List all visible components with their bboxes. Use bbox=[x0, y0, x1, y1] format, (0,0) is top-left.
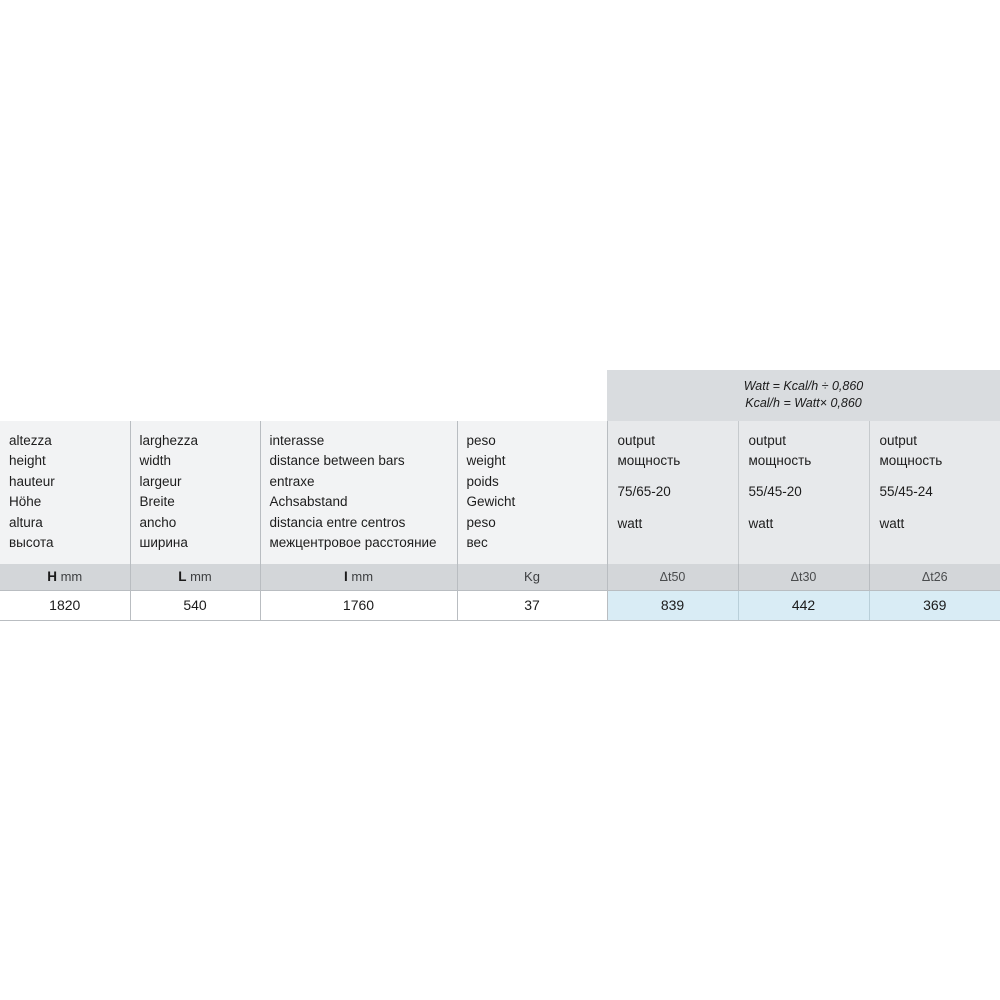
interaxis-label-en: distance between bars bbox=[269, 453, 405, 469]
weight-descriptions bbox=[457, 421, 607, 564]
table-row bbox=[0, 590, 1000, 620]
width-label-it: larghezza bbox=[139, 432, 199, 448]
output3-gap2 bbox=[880, 503, 993, 514]
output2-gap2 bbox=[749, 503, 861, 514]
specification-table bbox=[0, 370, 1000, 621]
output1-gap bbox=[618, 471, 730, 482]
width-unit-suffix: mm bbox=[190, 568, 212, 584]
weight-unit-suffix: Kg bbox=[524, 568, 540, 584]
output1-unit: watt bbox=[617, 515, 643, 531]
interaxis-label-de: Achsabstand bbox=[269, 494, 348, 510]
output2-delta-label: Δt30 bbox=[790, 569, 817, 584]
weight-unit bbox=[457, 564, 607, 591]
output3-label-ru: мощность bbox=[879, 453, 943, 468]
interaxis-unit-symbol: I bbox=[343, 568, 348, 584]
output2-regime: 55/45-20 bbox=[748, 484, 802, 500]
weight-label-en: weight bbox=[466, 453, 506, 469]
output2-delta bbox=[738, 564, 869, 591]
output3-regime: 55/45-24 bbox=[879, 484, 933, 500]
width-unit-symbol: L bbox=[178, 568, 187, 584]
height-unit-symbol: H bbox=[47, 568, 57, 584]
output3-label-en: output bbox=[879, 432, 918, 448]
interaxis-label-es: distancia entre centros bbox=[269, 514, 406, 530]
height-label-de: Höhe bbox=[9, 494, 42, 510]
output1-delta bbox=[607, 564, 738, 591]
width-value: 540 bbox=[130, 590, 260, 620]
output2-gap bbox=[749, 471, 861, 482]
weight-label-es: peso bbox=[466, 514, 496, 530]
output1-regime: 75/65-20 bbox=[617, 484, 671, 500]
output2-unit: watt bbox=[748, 515, 774, 531]
width-label-de: Breite bbox=[139, 494, 175, 510]
width-label-es: ancho bbox=[139, 514, 177, 530]
output1-delta-label: Δt50 bbox=[659, 569, 686, 584]
interaxis-unit bbox=[260, 564, 457, 591]
height-label-it: altezza bbox=[9, 432, 52, 448]
conversion-note bbox=[607, 370, 1000, 421]
height-unit-suffix: mm bbox=[60, 568, 83, 584]
note-line-watt: Watt = Kcal/h ÷ 0,860 bbox=[743, 379, 864, 393]
width-unit bbox=[130, 564, 260, 591]
output2-label-ru: мощность bbox=[748, 453, 812, 468]
width-label-ru: ширина bbox=[139, 535, 188, 551]
conversion-note-row bbox=[0, 370, 1000, 421]
width-descriptions bbox=[130, 421, 260, 564]
height-value: 1820 bbox=[0, 590, 130, 620]
interaxis-value: 1760 bbox=[260, 590, 457, 620]
interaxis-unit-suffix: mm bbox=[351, 568, 374, 584]
weight-label-it: peso bbox=[466, 432, 496, 448]
output1-label-en: output bbox=[617, 432, 656, 448]
height-unit bbox=[0, 564, 130, 591]
weight-label-ru: вес bbox=[466, 535, 488, 551]
interaxis-label-ru: межцентровое расстояние bbox=[269, 535, 437, 551]
note-line-kcal: Kcal/h = Watt× 0,860 bbox=[745, 395, 862, 410]
output3-delta bbox=[869, 564, 1000, 591]
output2-value: 442 bbox=[738, 590, 869, 620]
weight-label-fr: poids bbox=[466, 473, 499, 489]
note-spacer bbox=[0, 370, 607, 421]
output3-delta-label: Δt26 bbox=[921, 569, 948, 584]
interaxis-label-fr: entraxe bbox=[269, 473, 315, 489]
height-label-es: altura bbox=[9, 514, 43, 530]
output1-label-ru: мощность bbox=[617, 453, 681, 468]
output2-descriptions bbox=[738, 421, 869, 564]
height-label-fr: hauteur bbox=[9, 473, 55, 489]
weight-value: 37 bbox=[457, 590, 607, 620]
output3-unit: watt bbox=[879, 515, 905, 531]
height-descriptions bbox=[0, 421, 130, 564]
weight-label-de: Gewicht bbox=[466, 494, 516, 510]
output3-gap bbox=[880, 471, 993, 482]
width-label-en: width bbox=[139, 453, 172, 469]
output3-value: 369 bbox=[869, 590, 1000, 620]
output1-descriptions bbox=[607, 421, 738, 564]
interaxis-label-it: interasse bbox=[269, 432, 325, 448]
output1-value: 839 bbox=[607, 590, 738, 620]
unit-row bbox=[0, 564, 1000, 591]
height-label-en: height bbox=[9, 453, 46, 469]
output2-label-en: output bbox=[748, 432, 787, 448]
interaxis-descriptions bbox=[260, 421, 457, 564]
width-label-fr: largeur bbox=[139, 473, 182, 489]
height-label-ru: высота bbox=[9, 535, 54, 551]
output3-descriptions bbox=[869, 421, 1000, 564]
output1-gap2 bbox=[618, 503, 730, 514]
descriptor-row bbox=[0, 421, 1000, 564]
